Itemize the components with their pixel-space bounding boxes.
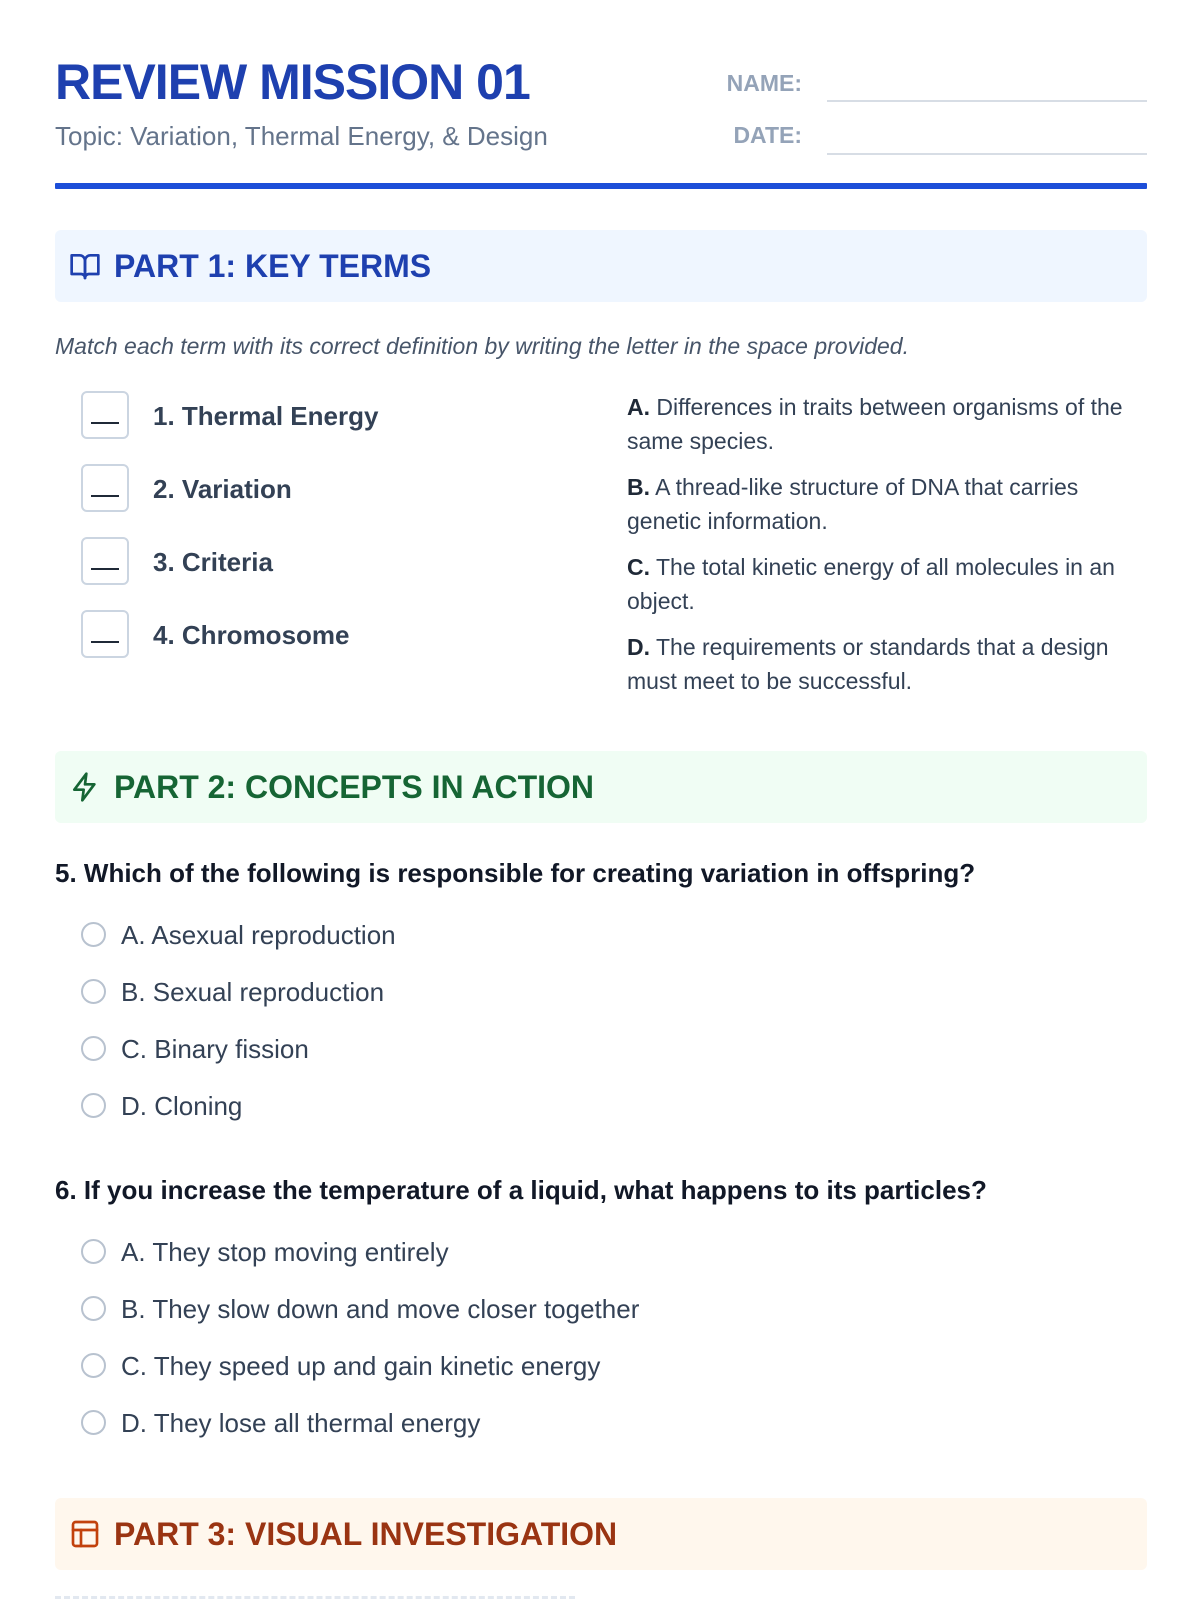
definition-letter: C. xyxy=(627,554,650,580)
page-title: REVIEW MISSION 01 xyxy=(55,54,530,110)
definition-text: The total kinetic energy of all molecules in an object. xyxy=(627,554,1115,614)
definition-text: A thread-like structure of DNA that carries genetic information. xyxy=(627,474,1079,534)
option-label: A. Asexual reproduction xyxy=(121,920,396,950)
option-label: D. Cloning xyxy=(121,1091,243,1121)
part1-header xyxy=(55,230,1147,302)
definition-item xyxy=(627,470,1127,538)
name-label: NAME: xyxy=(726,70,802,96)
worksheet-page xyxy=(55,0,1147,1600)
term-item xyxy=(81,391,561,445)
radio-button[interactable] xyxy=(81,979,106,1004)
term-label: 3. Criteria xyxy=(153,547,273,577)
option-label: C. Binary fission xyxy=(121,1034,309,1064)
part3-header xyxy=(55,1498,1147,1570)
term-item xyxy=(81,537,561,591)
part2-header xyxy=(55,751,1147,823)
option-label: C. They speed up and gain kinetic energy xyxy=(121,1351,601,1381)
part1-title: PART 1: KEY TERMS xyxy=(114,248,432,284)
layout-icon xyxy=(69,1518,101,1550)
answer-box[interactable] xyxy=(81,537,129,585)
answer-box[interactable] xyxy=(81,464,129,512)
header-divider xyxy=(55,183,1147,189)
term-label: 1. Thermal Energy xyxy=(153,401,379,431)
definition-item xyxy=(627,630,1127,698)
definition-item xyxy=(627,550,1127,618)
lightning-icon xyxy=(69,771,101,803)
term-label: 4. Chromosome xyxy=(153,620,350,650)
radio-button[interactable] xyxy=(81,922,106,947)
radio-button[interactable] xyxy=(81,1239,106,1264)
term-label: 2. Variation xyxy=(153,474,292,504)
date-field[interactable] xyxy=(827,153,1147,155)
question-5: 5. Which of the following is responsible for creating variation in offspring? xyxy=(55,858,976,888)
definition-letter: D. xyxy=(627,634,650,660)
answer-box[interactable] xyxy=(81,391,129,439)
page-subtitle: Topic: Variation, Thermal Energy, & Design xyxy=(55,121,548,151)
part1-instructions: Match each term with its correct definition by writing the letter in the space provided. xyxy=(55,333,909,359)
definition-letter: A. xyxy=(627,394,650,420)
answer-box[interactable] xyxy=(81,610,129,658)
part2-title: PART 2: CONCEPTS IN ACTION xyxy=(114,769,595,805)
term-item xyxy=(81,610,561,664)
option-label: B. They slow down and move closer together xyxy=(121,1294,640,1324)
radio-button[interactable] xyxy=(81,1410,106,1435)
definition-text: Differences in traits between organisms of the same species. xyxy=(627,394,1123,454)
book-icon xyxy=(69,250,101,282)
part3-title: PART 3: VISUAL INVESTIGATION xyxy=(114,1516,618,1552)
radio-button[interactable] xyxy=(81,1093,106,1118)
definition-letter: B. xyxy=(627,474,650,500)
date-label: DATE: xyxy=(733,122,802,148)
term-item xyxy=(81,464,561,518)
radio-button[interactable] xyxy=(81,1353,106,1378)
option-label: B. Sexual reproduction xyxy=(121,977,385,1007)
radio-button[interactable] xyxy=(81,1296,106,1321)
image-placeholder-border xyxy=(55,1596,575,1599)
option-label: A. They stop moving entirely xyxy=(121,1237,449,1267)
name-field[interactable] xyxy=(827,100,1147,102)
option-label: D. They lose all thermal energy xyxy=(121,1408,481,1438)
definition-item xyxy=(627,390,1127,458)
definition-text: The requirements or standards that a design must meet to be successful. xyxy=(627,634,1109,694)
radio-button[interactable] xyxy=(81,1036,106,1061)
question-6: 6. If you increase the temperature of a liquid, what happens to its particles? xyxy=(55,1175,987,1205)
